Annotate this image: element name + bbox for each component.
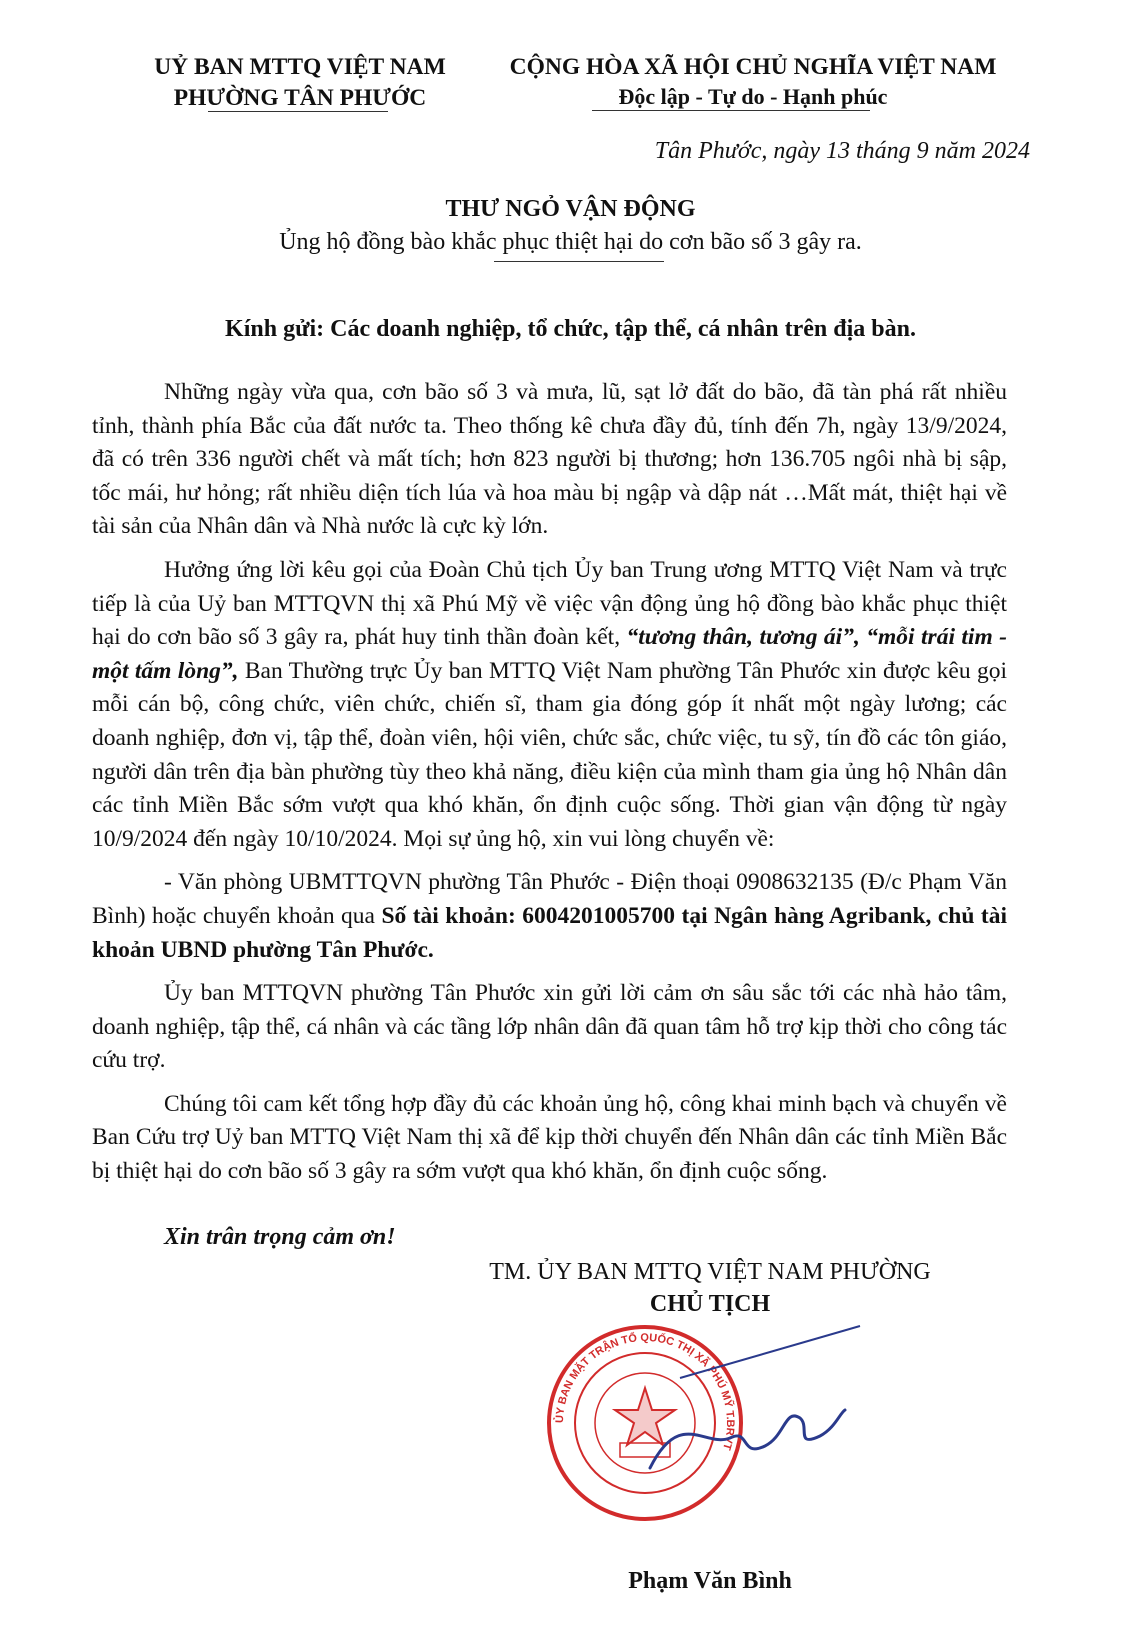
nation-motto: Độc lập - Tự do - Hạnh phúc: [618, 83, 888, 109]
org-underline: [208, 111, 388, 112]
date-line: Tân Phước, ngày 13 tháng 9 năm 2024: [654, 138, 1030, 164]
official-stamp: [540, 1318, 890, 1528]
bank-account-info: Số tài khoản: 6004201005700 tại Ngân hàng Agribank, chủ tài khoản UBND phường Tân Phước.: [92, 902, 1007, 963]
paragraph-3: [92, 866, 1007, 967]
org-line-1: UỶ BAN MTTQ VIỆT NAM: [154, 54, 446, 80]
letter-subtitle: Ủng hộ đồng bào khắc phục thiệt hại do cơn bão số 3 gây ra.: [279, 229, 862, 255]
issuing-organization: [140, 52, 460, 113]
signature-organization: [440, 1256, 980, 1321]
nation-line-1: CỘNG HÒA XÃ HỘI CHỦ NGHĨA VIỆT NAM: [509, 54, 997, 80]
signature-role: CHỦ TỊCH: [649, 1291, 771, 1318]
paragraph-4: Ủy ban MTTQVN phường Tân Phước xin gửi lời cảm ơn sâu sắc tới các nhà hảo tâm, doanh nghiệp, tập thể, cá nhân và các tầng lớp nhân dân đã quan tâm hỗ trợ kịp thời cho công tác cứu trợ.: [92, 980, 1007, 1074]
paragraph-1: Những ngày vừa qua, cơn bão số 3 và mưa, lũ, sạt lở đất do bão, đã tàn phá rất nhiều tỉnh, thành phía Bắc của đất nước ta. Theo thống kê chưa đầy đủ, tính đến 7h, ngày 13/9/2024, đã có trên 336 người chết và mất tích; hơn 823 người bị thương; hơn 136.705 ngôi nhà bị sập, tốc mái, hư hỏng; rất nhiều diện tích lúa và hoa màu bị ngập và dập nát …Mất mát, thiệt hại về tài sản của Nhân dân và Nhà nước là cực kỳ lớn.: [92, 379, 1007, 540]
signer-name: Phạm Văn Bình: [628, 1568, 792, 1594]
stamp-seal: [549, 1327, 741, 1519]
motto-underline: [592, 110, 870, 111]
signature-org-name: TM. ỦY BAN MTTQ VIỆT NAM PHƯỜNG: [489, 1259, 931, 1285]
paragraph-2-text-b: Ban Thường trực Ủy ban MTTQ Việt Nam phường Tân Phước xin được kêu gọi mỗi cán bộ, công chức, viên chức, chiến sĩ, tham gia đóng góp ít nhất một ngày lương; các doanh nghiệp, đơn vị, tập thể, đoàn viên, hội viên, chức sắc, chức việc, tu sỹ, tín đồ các tôn giáo, người dân trên địa bàn phường tùy theo khả năng, điều kiện của mình tham gia ủng hộ Nhân dân các tỉnh Miền Bắc sớm vượt qua khó khăn, ổn định cuộc sống. Thời gian vận động từ ngày 10/9/2024 đến ngày 10/10/2024. Mọi sự ủng hộ, xin vui lòng chuyển về:: [92, 657, 1007, 852]
paragraph-3-text: - Văn phòng UBMTTQVN phường Tân Phước - Điện thoại 0908632135 (Đ/c Phạm Văn Bình) hoặc chuyển khoản qua: [92, 869, 1007, 929]
closing-line: Xin trân trọng cảm ơn!: [164, 1224, 396, 1250]
national-header: [478, 52, 1028, 111]
paragraph-2-text-a: Hưởng ứng lời kêu gọi của Đoàn Chủ tịch Ủy ban Trung ương MTTQ Việt Nam và trực tiếp là của Uỷ ban MTTQVN thị xã Phú Mỹ về việc vận động ủng hộ đồng bào khắc phục thiệt hại do cơn bão số 3 gây ra, phát huy tinh thần đoàn kết,: [92, 556, 1007, 651]
title-underline: [494, 261, 664, 262]
stamp-and-signature: [540, 1318, 890, 1528]
paragraph-2: [92, 554, 1007, 856]
letter-title: THƯ NGỎ VẬN ĐỘNG: [445, 196, 696, 222]
org-line-2: PHƯỜNG TÂN PHƯỚC: [173, 84, 427, 111]
letter-body: [92, 376, 1007, 1199]
paragraph-2-quote: “tương thân, tương ái”, “mỗi trái tim - một tấm lòng”,: [92, 624, 1007, 684]
stamp-ring-text: ỦY BAN MẶT TRẬN TỔ QUỐC THỊ XÃ PHÚ MỸ T.BRVT: [553, 1331, 737, 1452]
paragraph-5: Chúng tôi cam kết tổng hợp đầy đủ các khoản ủng hộ, công khai minh bạch và chuyển về Ban Cứu trợ Uỷ ban MTTQ Việt Nam thị xã để kịp thời chuyển đến Nhân dân các tỉnh Miền Bắc bị thiệt hại do cơn bão số 3 gây ra sớm vượt qua khó khăn, ổn định cuộc sống.: [92, 1090, 1007, 1185]
salutation: Kính gửi: Các doanh nghiệp, tổ chức, tập thể, cá nhân trên địa bàn.: [225, 316, 916, 342]
